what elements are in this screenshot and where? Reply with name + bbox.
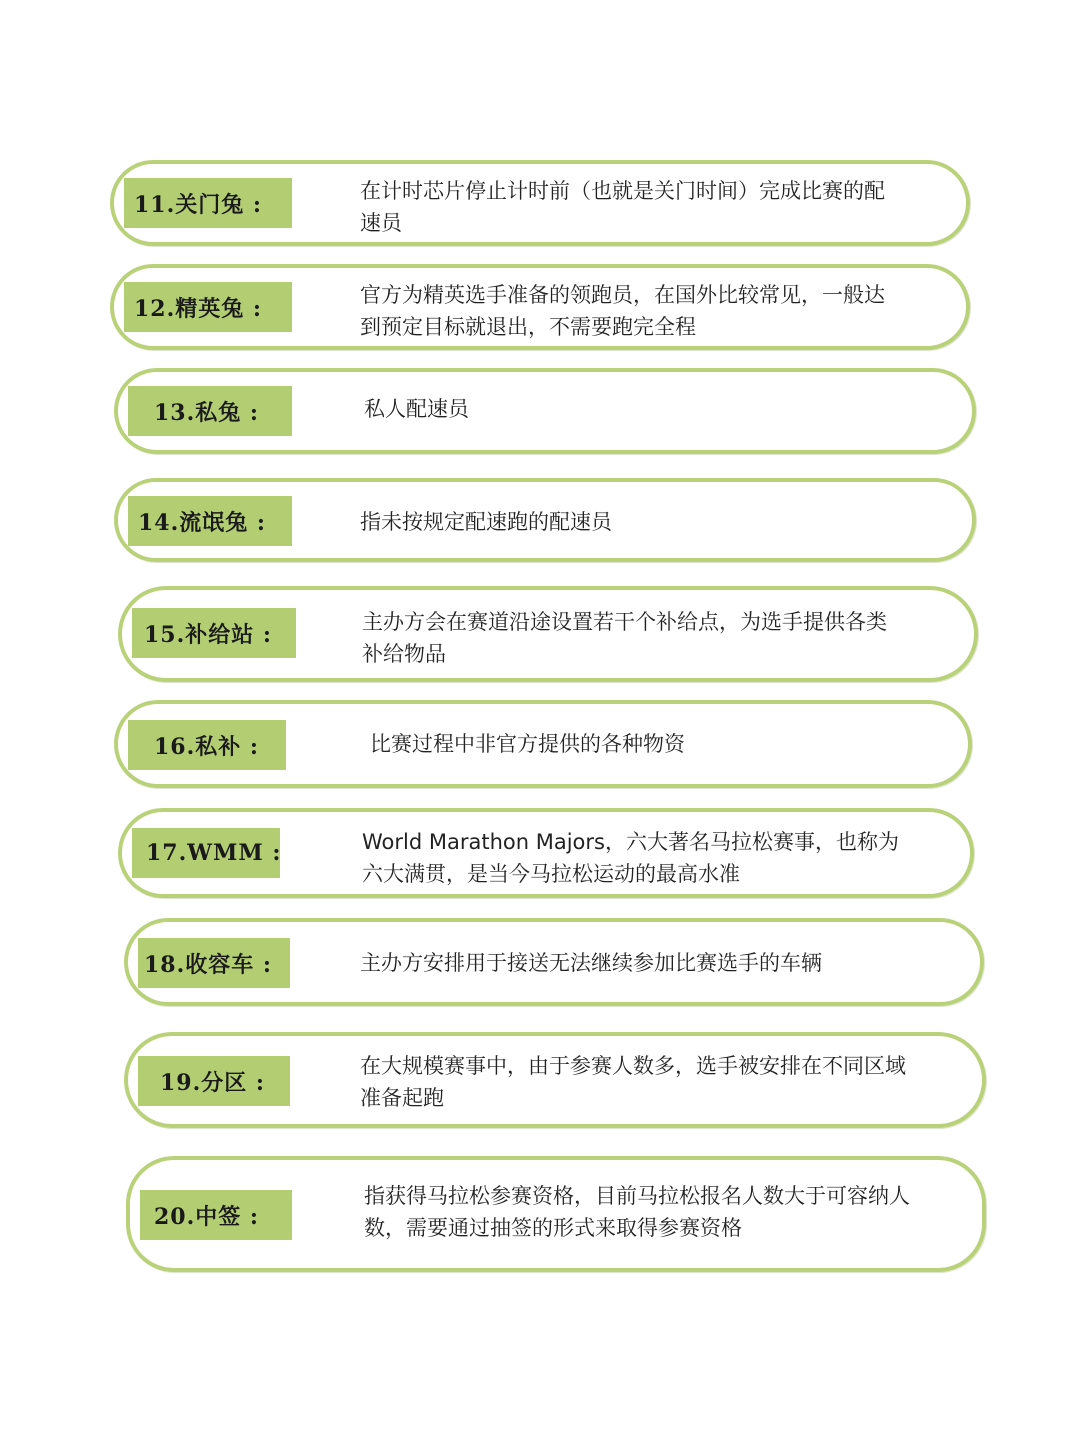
term-label: 20.中签 : <box>140 1190 292 1240</box>
glossary-entry <box>114 700 972 788</box>
term-label: 19.分区 : <box>138 1056 290 1106</box>
term-definition: 指获得马拉松参赛资格，目前马拉松报名人数大于可容纳人 数，需要通过抽签的形式来取得参赛资格 <box>364 1184 910 1240</box>
term-definition: 私人配速员 <box>364 397 469 421</box>
term-label: 17.WMM : <box>132 828 280 878</box>
glossary-entry <box>126 1156 986 1272</box>
glossary-entry <box>118 808 974 898</box>
term-definition: 官方为精英选手准备的领跑员，在国外比较常见，一般达 到预定目标就退出，不需要跑完全程 <box>360 283 885 339</box>
glossary-entry <box>114 478 976 562</box>
term-label: 12.精英兔 : <box>124 282 292 332</box>
term-definition: 指未按规定配速跑的配速员 <box>360 510 612 534</box>
term-definition: 在大规模赛事中，由于参赛人数多，选手被安排在不同区域 准备起跑 <box>360 1054 906 1110</box>
glossary-entry <box>110 264 970 350</box>
term-definition: World Marathon Majors，六大著名马拉松赛事，也称为 六大满贯，是当今马拉松运动的最高水准 <box>362 830 899 886</box>
term-label: 11.关门兔 : <box>124 178 292 228</box>
glossary-entry <box>110 160 970 246</box>
term-label: 15.补给站 : <box>132 608 296 658</box>
term-definition: 主办方会在赛道沿途设置若干个补给点，为选手提供各类 补给物品 <box>362 610 887 666</box>
term-label: 16.私补 : <box>128 720 286 770</box>
glossary-entry <box>124 918 984 1006</box>
term-definition: 在计时芯片停止计时前（也就是关门时间）完成比赛的配 速员 <box>360 179 885 235</box>
term-definition: 比赛过程中非官方提供的各种物资 <box>370 732 685 756</box>
glossary-entry <box>118 586 978 682</box>
term-definition: 主办方安排用于接送无法继续参加比赛选手的车辆 <box>360 951 822 975</box>
term-label: 13.私兔 : <box>128 386 292 436</box>
term-label: 18.收容车 : <box>138 938 290 988</box>
glossary-entry <box>114 368 976 454</box>
term-label: 14.流氓兔 : <box>128 496 292 546</box>
glossary-entry <box>124 1032 986 1128</box>
